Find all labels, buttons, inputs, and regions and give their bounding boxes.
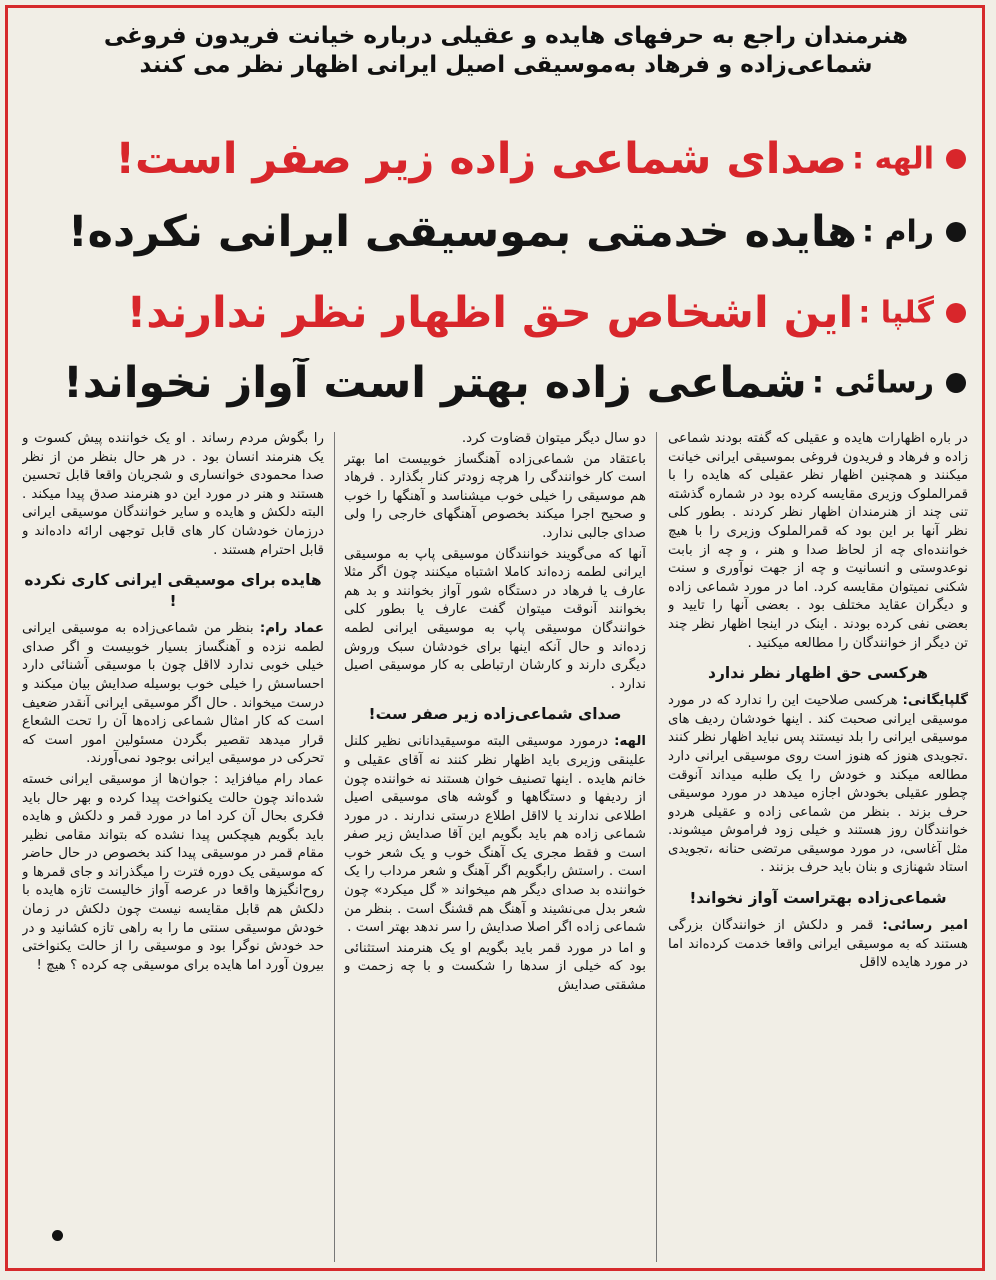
article-paragraph: عماد رام میافزاید : جوان‌ها از موسیقی ایرانی خسته شده‌اند چون حالت یکنواخت پیدا کرده و بهر حال باید فکری بحال آن کرد اما در مورد قمر و دلکش و هایده باید بگویم هیچکس پیدا نشده که بتواند مقامی نظیر مقام قمر در موسیقی پیدا کند بخصوص در حال حاضر که موسیقی یک دوره فترت را میگذراند و جای قمرها و روح‌انگیزها واقعا در عرصه آواز خالیست تازه هایده با دلکش هم قابل مقایسه نیست چون دلکش در زمان خودش موسیقی سنتی ما را به راهی تازه کشانید و در حد خودش نوگرا بود و موسیقی را از حالت یکنواختی بیرون آورد اما هایده برای موسیقی چه کرده ؟ هیچ ! xyxy=(22,771,324,973)
article-paragraph xyxy=(668,692,968,878)
red-bullet-icon xyxy=(946,303,966,323)
headline-elahe xyxy=(46,134,966,184)
article-paragraph: باعتقاد من شماعی‌زاده آهنگساز خوبیست اما بهتر است کار خوانندگی را هرچه زودتر کنار بگذارد . فرهاد هم موسیقی را خیلی خوب میشناسد و آهنگها را خوب و صحیح اجرا میکند بخصوص آهنگهای خارجی را ولی صدای جالبی ندارد. xyxy=(344,451,646,541)
headline-speaker: الهه : xyxy=(852,141,934,177)
headline-quote: هایده خدمتی بموسیقی ایرانی نکرده! xyxy=(67,207,857,257)
article-text: درمورد موسیقی البته موسیقیدانانی نظیر کلنل علینقی وزیری باید اظهار نظر کنند نه آقای عقیلی و خانم هایده . اینها تصنیف خوان هستند نه خواننده چون از ردیفها و دستگاهها و گوشه های موسیقی اصیل اطلاعی ندارند یا لااقل اطلاع درستی ندارند . در مورد شماعی زاده هم باید بگویم این آقا صدایش زیر صفر است و فقط مجری یک آهنگ خوب و یک شعر خوب است . راستش رابگویم اگر آهنگ و شعر مرداب را یک خواننده بد صدای دیگر هم میخواند « گل میکرد» چون شعر بدل می‌نشیند و آهنگ هم قشنگ است . بنظر من شماعی زاده اگر اصلا صدایش را سر ندهد بهتر است . xyxy=(344,734,646,936)
column-middle xyxy=(344,430,646,1260)
end-mark-icon xyxy=(52,1230,63,1241)
intro-line-1: هنرمندان راجع به حرفهای هایده و عقیلی درباره خیانت فریدون فروغی xyxy=(103,23,909,49)
intro-line-2: شماعی‌زاده و فرهاد به‌موسیقی اصیل ایرانی اظهار نظر می کنند xyxy=(139,52,873,78)
article-paragraph xyxy=(344,733,646,938)
article-paragraph: را بگوش مردم رساند . او یک خواننده پیش کسوت و یک هنرمند انسان بود . در هر حال بنظر من از نظر صدا محمودی خوانساری و شجریان واقعا قابل تحسین هستند و هنر در مورد این دو هنرمند صدق پیدا میکند . البته دلکش و هایده و سایر خوانندگان موسیقی ایرانی درزمان خودشان کار های قابل توجهی ارائه داده‌اند و قابل احترام هستند . xyxy=(22,431,324,558)
black-bullet-icon xyxy=(946,222,966,242)
headline-quote: صدای شماعی زاده زیر صفر است! xyxy=(115,134,847,184)
black-bullet-icon xyxy=(946,373,966,393)
headline-ram xyxy=(46,207,966,257)
speaker-name: گلپایگانی: xyxy=(902,693,968,709)
headline-speaker: گلپا : xyxy=(858,295,934,331)
red-bullet-icon xyxy=(946,149,966,169)
article-text: قمر و دلکش از خوانندگان بزرگی هستند که به موسیقی ایرانی واقعا خدمت کرده‌اند اما در مورد هایده لااقل xyxy=(668,918,968,971)
section-heading: هایده برای موسیقی ایرانی کاری نکرده ! xyxy=(24,571,322,611)
speaker-name: الهه: xyxy=(614,734,646,750)
headline-quote: این اشخاص حق اظهار نظر ندارند! xyxy=(126,288,854,338)
intro-headline xyxy=(36,22,976,80)
column-divider xyxy=(334,432,335,1262)
article-text: هرکسی صلاحیت این را ندارد که در مورد موسیقی ایرانی صحبت کند . اینها خودشان ردیف های موسیقی ایرانی را بلد نیستند پس نباید اظهار نظر کنند .تجویدی هنوز که هنوز است روی موسیقی ایرانی دارد مطالعه میکند و خودش را یک طلبه میداند آنوقت چطور عقیلی بخودش اجازه میدهد در مورد موسیقی حرف بزند . بنظر من شماعی زاده و عقیلی هردو خوانندگان روز هستند و خیلی زود فراموش میشوند. مثل آغاسی، در مورد موسیقی مرتضی حنانه ،تجویدی استاد شهنازی و بنان باید حرف بزنند . xyxy=(668,693,968,876)
article-paragraph: آنها که می‌گویند خوانندگان موسیقی پاپ به موسیقی ایرانی لطمه زده‌اند کاملا اشتباه میکنند چون اگر مثلا عارف یا فرهاد در دستگاه شور آواز بخوانند و بد هم بخوانند آنوقت میتوان گفت عارف یا بطور کلی خوانندگان موسیقی پاپ به موسیقی ایرانی لطمه زده‌اند و حال آنکه اینها برای خودشان سبک وروش دیگری دارند و کارشان ارتباطی به کار موسیقی اصیل ندارد . xyxy=(344,546,646,692)
column-divider xyxy=(656,432,657,1262)
headline-quote: شماعی زاده بهتر است آواز نخواند! xyxy=(63,358,807,408)
speaker-name: امیر رسائی: xyxy=(882,918,968,934)
article-paragraph: در باره اظهارات هایده و عقیلی که گفته بودند شماعی زاده و فرهاد و فریدون فروغی بموسیقی ایرانی خیانت میکنند و همچنین اظهار نظر عقیلی که هایده را با قمرالملوک وزیری مقایسه کرده بود در شماره گذشته تنی چند از هنرمندان اظهار نظر کردند . بطور کلی نظر آنها بر این بود که قمرالملوک وزیری را با هیچ خواننده‌ای چه از لحاظ صدا و هنر ، و چه از بابت نوعدوستی و انسانیت و چه از جهت نوآوری و سنت شکنی نمیتوان مقایسه کرد. اما در مورد شماعی زاده و دیگران عقاید مختلف بود . بعضی آنها را تایید و بعضی نفی کرده بودند . اینک در اینجا اظهار نظر چند تن دیگر از خوانندگان را مطالعه میکنید . xyxy=(668,431,968,651)
article-text: بنظر من شماعی‌زاده به موسیقی ایرانی لطمه نزده و آهنگساز بسیار خوبیست و اگر صدای خیلی خوبی ندارد لااقل چون با موسیقی آشنائی دارد احساسش را خیلی خوب بوسیله صدایش بیان میکند و درست میخواند . حال اگر موسیقی ایرانی آنقدر ضعیف است که کار امثال شماعی زاده‌ها آن را تحت الشعاع قرار میدهد تقصیر بگردن مسئولین امور است که تحرکی در موسیقی ایرانی بوجود نمی‌آورند. xyxy=(22,621,324,767)
section-heading: شماعی‌زاده بهتراست آواز نخواند! xyxy=(689,889,947,908)
section-heading: هرکسی حق اظهار نظر ندارد xyxy=(708,664,928,683)
article-paragraph: دو سال دیگر میتوان قضاوت کرد. xyxy=(461,431,646,446)
column-right xyxy=(668,430,968,1260)
article-paragraph xyxy=(668,917,968,973)
headline-speaker: رسائی : xyxy=(811,365,934,401)
headline-rasaei xyxy=(46,358,966,408)
column-left xyxy=(22,430,324,1260)
article-paragraph xyxy=(22,620,324,769)
headline-golpa xyxy=(46,288,966,338)
section-heading: صدای شماعی‌زاده زیر صفر ست! xyxy=(368,705,622,724)
headline-speaker: رام : xyxy=(862,214,934,250)
speaker-name: عماد رام: xyxy=(259,621,324,637)
article-paragraph: و اما در مورد قمر باید بگویم او یک هنرمند استثنائی بود که خیلی از سدها را شکست و با چه زحمت و مشقتی صدایش xyxy=(344,940,646,994)
